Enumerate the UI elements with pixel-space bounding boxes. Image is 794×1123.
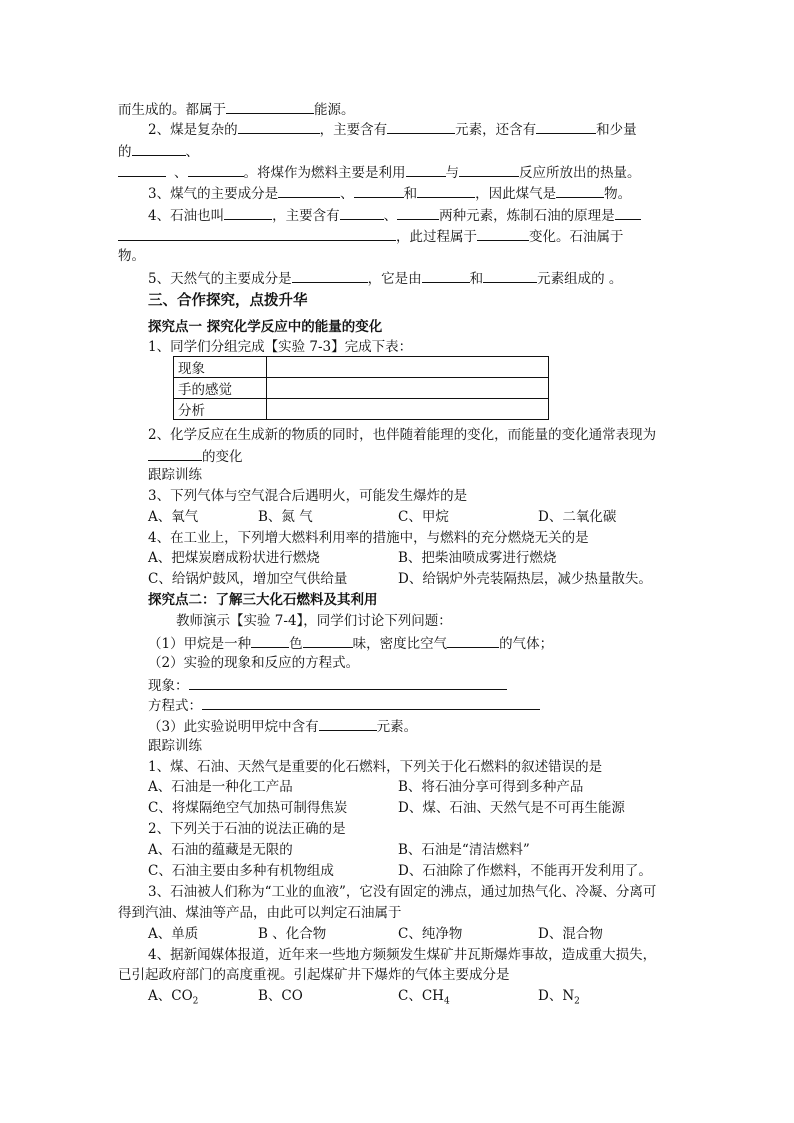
demo-q3: （3）此实验说明甲烷中含有 元素。 xyxy=(148,716,417,736)
section-title: 三、合作探究，点拨升华 xyxy=(148,292,308,309)
option: B、CO xyxy=(258,988,303,1004)
option: D、给锅炉外壳装隔热层，减少热量散失。 xyxy=(398,571,652,587)
line-4: 、 。将煤作为燃料主要是利用 与 反应所放出的热量。 xyxy=(118,162,641,182)
track-q3b: 得到汽油、煤油等产品，由此可以判定石油属于 xyxy=(118,905,402,921)
table-cell[interactable] xyxy=(267,357,549,378)
experiment-table xyxy=(173,356,549,420)
question-3: 3、下列气体与空气混合后遇明火，可能发生爆炸的是 xyxy=(148,488,468,504)
line-8: 物。 xyxy=(118,248,145,264)
question-2a: 2、化学反应在生成新的物质的同时，也伴随着能理的变化，而能量的变化通常表现为 xyxy=(148,427,657,443)
point-2-title: 探究点二：了解三大化石燃料及其利用 xyxy=(148,592,378,608)
table-row xyxy=(174,357,549,378)
option: A、石油的蕴藏是无限的 xyxy=(148,842,293,858)
option: A、氧气 xyxy=(148,509,199,525)
table-label: 现象 xyxy=(174,357,267,378)
line-3: 的 、 xyxy=(118,141,199,161)
line-1: 而生成的。都属于 能源。 xyxy=(118,99,355,119)
track-q3a: 3、石油被人们称为“工业的血液”，它没有固定的沸点，通过加热气化、冷凝、分离可 xyxy=(148,884,657,900)
option: D、石油除了作燃料，不能再开发利用了。 xyxy=(398,863,652,879)
equation-line: 方程式： xyxy=(148,695,540,715)
track-q4a: 4、据新闻媒体报道，近年来一些地方频频发生煤矿井瓦斯爆炸事故，造成重大损失， xyxy=(148,947,657,963)
option: B、把柴油喷成雾进行燃烧 xyxy=(398,550,557,566)
option: C、$CH_4$ xyxy=(398,988,450,1007)
table-cell[interactable] xyxy=(267,378,549,399)
option: B、将石油分享可得到多种产品 xyxy=(398,779,584,795)
demo-intro: 教师演示【实验 7-4】，同学们讨论下列问题： xyxy=(176,613,452,629)
option: C、将煤隔绝空气加热可制得焦炭 xyxy=(148,800,348,816)
demo-q2: （2）实验的现象和反应的方程式。 xyxy=(148,655,360,671)
track-q2: 2、下列关于石油的说法正确的是 xyxy=(148,821,346,837)
table-row xyxy=(174,399,549,420)
table-label: 手的感觉 xyxy=(174,378,267,399)
track-q4b: 已引起政府部门的高度重视。引起煤矿井下爆炸的气体主要成分是 xyxy=(118,967,510,983)
question-4: 4、在工业上，下列增大燃料利用率的措施中，与燃料的充分燃烧无关的是 xyxy=(148,530,589,546)
tracking-heading: 跟踪训练 xyxy=(148,467,202,483)
demo-q1: （1）甲烷是一种 色 味，密度比空气 的气体； xyxy=(148,633,553,653)
option: C、石油主要由多种有机物组成 xyxy=(148,863,334,879)
phenomenon-line: 现象： xyxy=(148,675,507,695)
option: B、氮 气 xyxy=(258,509,313,525)
table-row xyxy=(174,378,549,399)
option: D、$N_2$ xyxy=(538,988,580,1007)
tracking-heading: 跟踪训练 xyxy=(148,738,202,754)
table-label: 分析 xyxy=(174,399,267,420)
line-6: 4、石油也叫 ，主要含有 、 两种元素，炼制石油的原理是 xyxy=(148,205,641,225)
question-1: 1、同学们分组完成【实验 7-3】完成下表： xyxy=(148,339,413,355)
track-q1: 1、煤、石油、天然气是重要的化石燃料，下列关于化石燃料的叙述错误的是 xyxy=(148,759,603,775)
line-9: 5、天然气的主要成分是 ，它是由 和 元素组成的 。 xyxy=(148,268,622,288)
option: D、煤、石油、天然气是不可再生能源 xyxy=(398,800,625,816)
point-1-title: 探究点一 探究化学反应中的能量的变化 xyxy=(148,319,383,335)
question-2b: 的变化 xyxy=(148,446,243,466)
option: D、混合物 xyxy=(538,926,603,942)
option: D、二氧化碳 xyxy=(538,509,617,525)
option: B 、化合物 xyxy=(258,926,327,942)
option: A、把煤炭磨成粉状进行燃烧 xyxy=(148,550,320,566)
option: A、石油是一种化工产品 xyxy=(148,779,293,795)
option: C、给锅炉鼓风，增加空气供给量 xyxy=(148,571,348,587)
option: A、单质 xyxy=(148,926,199,942)
table-cell[interactable] xyxy=(267,399,549,420)
line-5: 3、煤气的主要成分是 、 和 ，因此煤气是 物。 xyxy=(148,183,631,203)
line-7: ，此过程属于 变化。石油属于 xyxy=(118,226,624,246)
option: C、甲烷 xyxy=(398,509,449,525)
option: C、纯净物 xyxy=(398,926,463,942)
option: A、$CO_2$ xyxy=(148,988,199,1007)
option: B、石油是“清洁燃料” xyxy=(398,842,530,858)
line-2: 2、煤是复杂的 ，主要含有 元素，还含有 和少量 xyxy=(148,119,637,139)
